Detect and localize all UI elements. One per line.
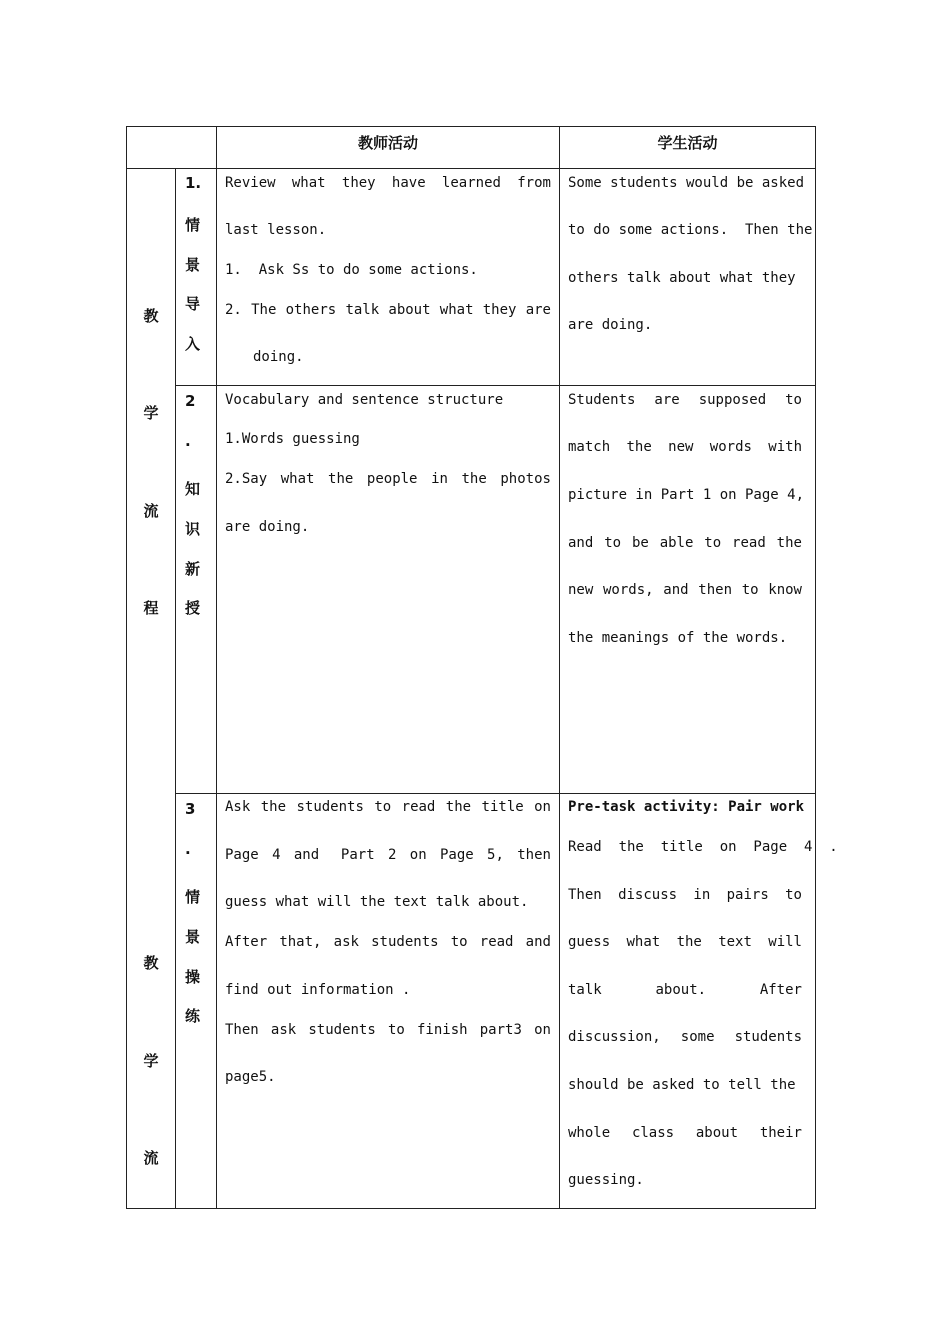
teacher-text-line: Page 4 and Part 2 on Page 5, then [225,847,551,863]
teacher-text-line: Review what they have learned from [225,175,551,191]
side-char: 学 [143,404,159,422]
student-text-line: guessing. [568,1172,644,1188]
student-text-line: discussion, some students [568,1029,802,1045]
student-text-line: picture in Part 1 on Page 4, [568,487,805,503]
student-text-line: should be asked to tell the [568,1077,796,1093]
teacher-text-line: Vocabulary and sentence structure [225,392,504,408]
step-dot: . [185,432,191,450]
step-char: 景 [185,256,201,274]
teacher-text-line: 1.Words guessing [225,431,360,447]
student-text-line: new words, and then to know [568,582,802,598]
student-text-line: the meanings of the words. [568,630,788,646]
step-char: 练 [185,1007,201,1025]
teacher-list-item: 1. Ask Ss to do some actions. [225,262,478,278]
student-text-line: match the new words with [568,439,802,455]
student-activity-title: Pre-task activity: Pair work [568,799,805,815]
step-char: 情 [185,216,201,234]
side-char: 流 [143,1149,159,1167]
side-char: 教 [143,307,159,325]
step-char: 景 [185,928,201,946]
student-text-line: to do some actions. Then the [568,222,813,238]
step-dot: . [185,840,191,858]
side-char: 流 [143,502,159,520]
student-text-line: others talk about what they [568,270,796,286]
student-text-line: guess what the text will [568,934,802,950]
student-text-line: Students are supposed to [568,392,802,408]
teacher-text-line: are doing. [225,519,310,535]
teacher-text-line: After that, ask students to read and [225,934,551,950]
student-text-line: Read the title on Page 4 . [568,839,838,855]
side-char: 教 [143,954,159,972]
student-text-line: whole class about their [568,1125,802,1141]
student-text-line: and to be able to read the [568,535,802,551]
teacher-text-line: last lesson. [225,222,327,238]
step-char: 知 [185,480,201,498]
header-student-activity: 学生活动 [657,134,718,152]
header-teacher-activity: 教师活动 [357,134,418,152]
side-char: 程 [143,599,159,617]
student-text-line: are doing. [568,317,653,333]
step-number: 2 [185,392,196,410]
student-text-line: Then discuss in pairs to [568,887,802,903]
teacher-text-line: doing. [253,349,304,365]
step-char: 新 [185,560,201,578]
step-char: 授 [185,599,201,617]
teacher-text-line: Then ask students to finish part3 on [225,1022,551,1038]
teacher-text-line: 2.Say what the people in the photos [225,471,551,487]
step-char: 识 [185,520,201,538]
step-char: 导 [185,295,201,313]
teacher-text-line: Ask the students to read the title on [225,799,551,815]
step-number: 3 [185,800,196,818]
step-char: 操 [185,968,201,986]
teacher-text-line: page5. [225,1069,276,1085]
step-number: 1. [185,174,202,192]
teacher-text-line: guess what will the text talk about. [225,894,529,910]
side-char: 学 [143,1052,159,1070]
student-text-line: talk about. After [568,982,802,998]
step-char: 情 [185,888,201,906]
student-text-line: Some students would be asked [568,175,805,191]
step-char: 入 [185,335,201,353]
teacher-text-line: find out information . [225,982,411,998]
teacher-list-item: 2. The others talk about what they are [225,302,551,318]
